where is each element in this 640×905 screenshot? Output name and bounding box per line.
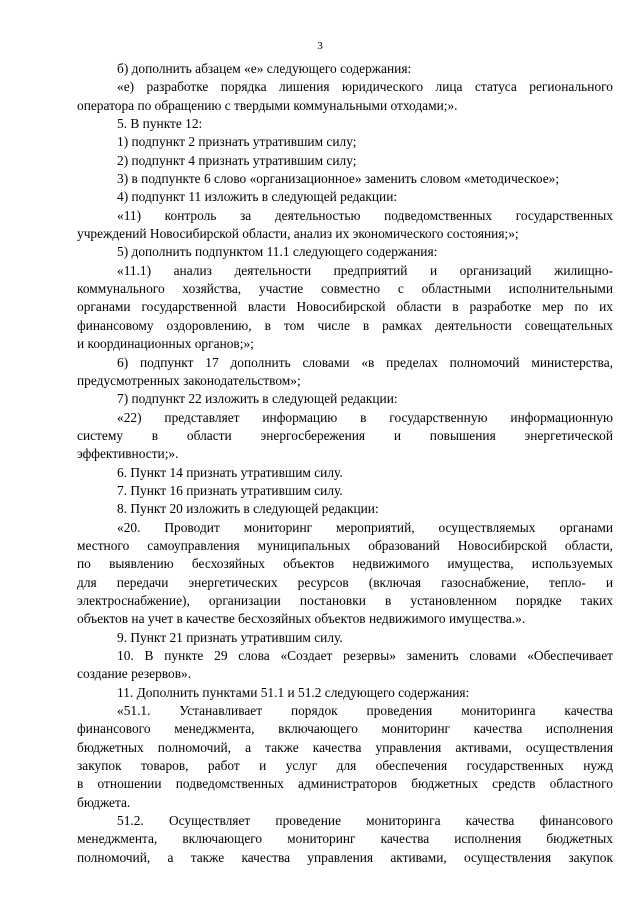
text-line: электроснабжение), организации постановки в установленном порядке таких [77,592,613,608]
text-line: систему в области энергосбережения и повышения энергетической [77,427,613,443]
text-line: эффективности;». [77,446,179,462]
text-line: 4) подпункт 11 изложить в следующей редакции: [117,189,398,205]
text-line: финансовому оздоровлению, в том числе в рамках деятельности совещательных [77,317,613,333]
text-line: 8. Пункт 20 изложить в следующей редакции: [117,501,379,517]
text-line: «51.1. Устанавливает порядок проведения мониторинга качества [117,703,613,719]
text-line: учреждений Новосибирской области, анализ их экономического состояния;»; [77,226,519,242]
text-line: «20. Проводит мониторинг мероприятий, осуществляемых органами [117,519,613,535]
text-line: органами государственной власти Новосибирской области в разработке мер по их [77,299,613,315]
text-line: бюджета. [77,794,131,810]
text-line: 5) дополнить подпунктом 11.1 следующего содержания: [117,244,438,260]
text-line: создание резервов». [77,666,192,682]
text-line: 9. Пункт 21 признать утратившим силу. [117,629,343,645]
text-line: бюджетных полномочий, а также качества управления активами, осуществления [77,739,613,755]
text-line: предусмотренных законодательством»; [77,372,301,388]
text-line: закупок товаров, работ и услуг для обеспечения государственных нужд [77,758,613,774]
text-line: 11. Дополнить пунктами 51.1 и 51.2 следующего содержания: [117,684,470,700]
text-line: б) дополнить абзацем «е» следующего содержания: [117,61,412,76]
text-line: менеджмента, включающего мониторинг качества исполнения бюджетных [77,831,613,847]
text-line: 2) подпункт 4 признать утратившим силу; [117,152,357,168]
text-line: 5. В пункте 12: [117,116,203,132]
text-line: «11.1) анализ деятельности предприятий и организаций жилищно- [117,262,613,278]
text-line: 1) подпункт 2 признать утратившим силу; [117,134,357,150]
text-line: финансового менеджмента, включающего мониторинг качества исполнения [77,721,613,737]
page-number: 3 [317,40,323,52]
text-line: 6. Пункт 14 признать утратившим силу. [117,464,343,480]
text-line: 3) в подпункте 6 слово «организационное» заменить словом «методическое»; [117,171,560,187]
text-line: для передачи энергетических ресурсов (включая газоснабжение, тепло- и [77,574,613,590]
text-line: оператора по обращению с твердыми коммунальными отходами;». [77,97,458,113]
text-line: 7) подпункт 22 изложить в следующей редакции: [117,391,398,407]
text-line: местного самоуправления муниципальных образований Новосибирской области, [77,537,613,553]
text-line: полномочий, а также качества управления активами, осуществления закупок [77,849,613,865]
text-line: 6) подпункт 17 дополнить словами «в пределах полномочий министерства, [117,354,613,370]
text-line: и координационных органов;»; [77,336,254,352]
text-line: коммунального хозяйства, участие совместно с областными исполнительными [77,281,613,297]
text-line: 7. Пункт 16 признать утратившим силу. [117,482,343,498]
text-line: 51.2. Осуществляет проведение мониторинга качества финансового [117,813,613,829]
text-line: «22) представляет информацию в государственную информационную [117,409,613,425]
text-line: в отношении подведомственных администраторов бюджетных средств областного [77,776,613,792]
text-line: объектов на учет в качестве бесхозяйных объектов недвижимого имущества.». [77,611,526,627]
document-body [77,60,613,867]
text-line: «11) контроль за деятельностью подведомственных государственных [117,207,613,223]
text-line: 10. В пункте 29 слова «Создает резервы» заменить словами «Обеспечивает [117,648,613,663]
text-line: «е) разработке порядка лишения юридического лица статуса регионального [117,79,613,95]
text-line: по выявлению бесхозяйных объектов недвижимого имущества, используемых [77,556,613,572]
